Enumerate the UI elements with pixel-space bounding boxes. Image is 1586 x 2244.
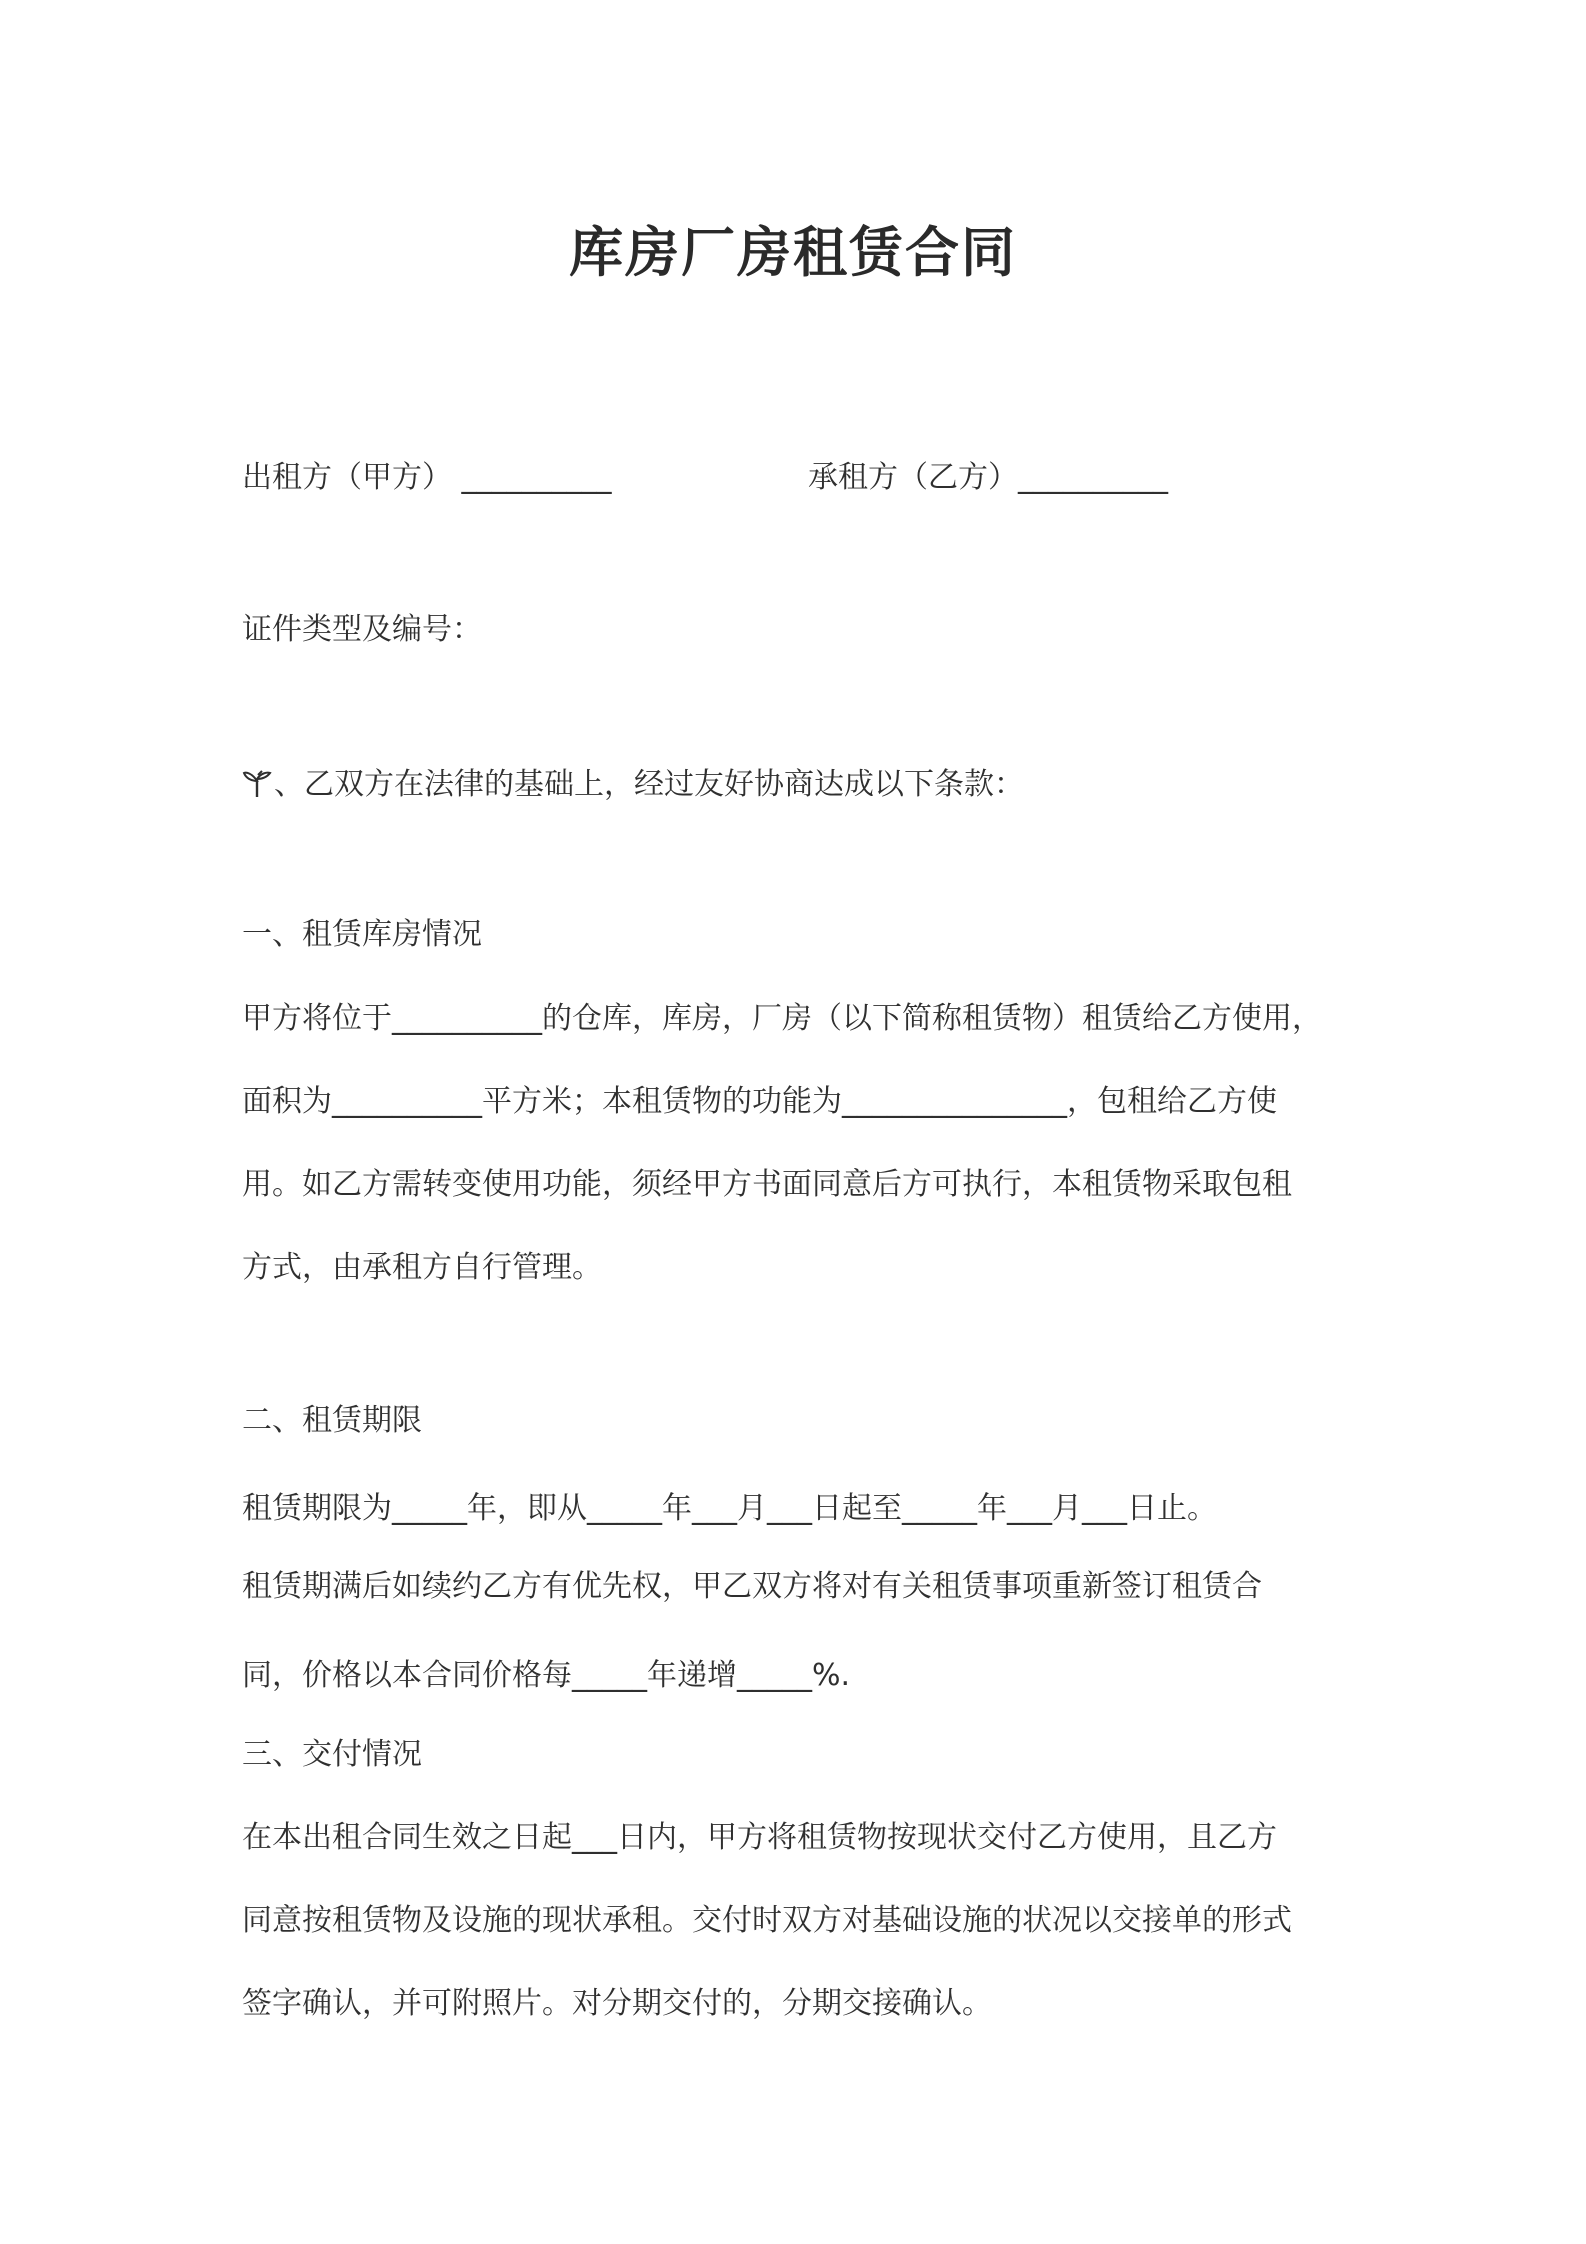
section-line: 甲方将位于__________的仓库，库房，厂房（以下简称租赁物）租赁给乙方使用， [242, 1001, 1322, 1036]
id-type-line: 证件类型及编号： [242, 612, 482, 647]
section-line: 在本出租合同生效之日起___日内，甲方将租赁物按现状交付乙方使用，且乙方 [242, 1820, 1277, 1855]
sprout-icon [242, 767, 272, 799]
section-heading: 二、租赁期限 [242, 1403, 422, 1438]
section-line: 方式，由承租方自行管理。 [242, 1250, 602, 1285]
section-line: 租赁期限为_____年，即从_____年___月___日起至_____年___月___日止。 [242, 1491, 1217, 1526]
lessor-line: 出租方（甲方） __________ [242, 460, 612, 495]
section-line: 签字确认，并可附照片。对分期交付的，分期交接确认。 [242, 1986, 992, 2021]
section-line: 租赁期满后如续约乙方有优先权，甲乙双方将对有关租赁事项重新签订租赁合 [242, 1569, 1262, 1604]
section-line: 同，价格以本合同价格每_____年递增_____%. [242, 1658, 851, 1693]
section-line: 面积为__________平方米；本租赁物的功能为_______________，包租给乙方使 [242, 1084, 1277, 1119]
section-heading: 三、交付情况 [242, 1737, 422, 1772]
lessee-line: 承租方（乙方）__________ [808, 460, 1168, 495]
intro-text: 、乙双方在法律的基础上，经过友好协商达成以下条款： [274, 767, 1024, 802]
section-heading: 一、租赁库房情况 [242, 917, 482, 952]
intro-line [242, 765, 1024, 805]
section-line: 用。如乙方需转变使用功能，须经甲方书面同意后方可执行，本租赁物采取包租 [242, 1167, 1292, 1202]
document-title: 库房厂房租赁合同 [569, 221, 1017, 284]
section-line: 同意按租赁物及设施的现状承租。交付时双方对基础设施的状况以交接单的形式 [242, 1903, 1292, 1938]
